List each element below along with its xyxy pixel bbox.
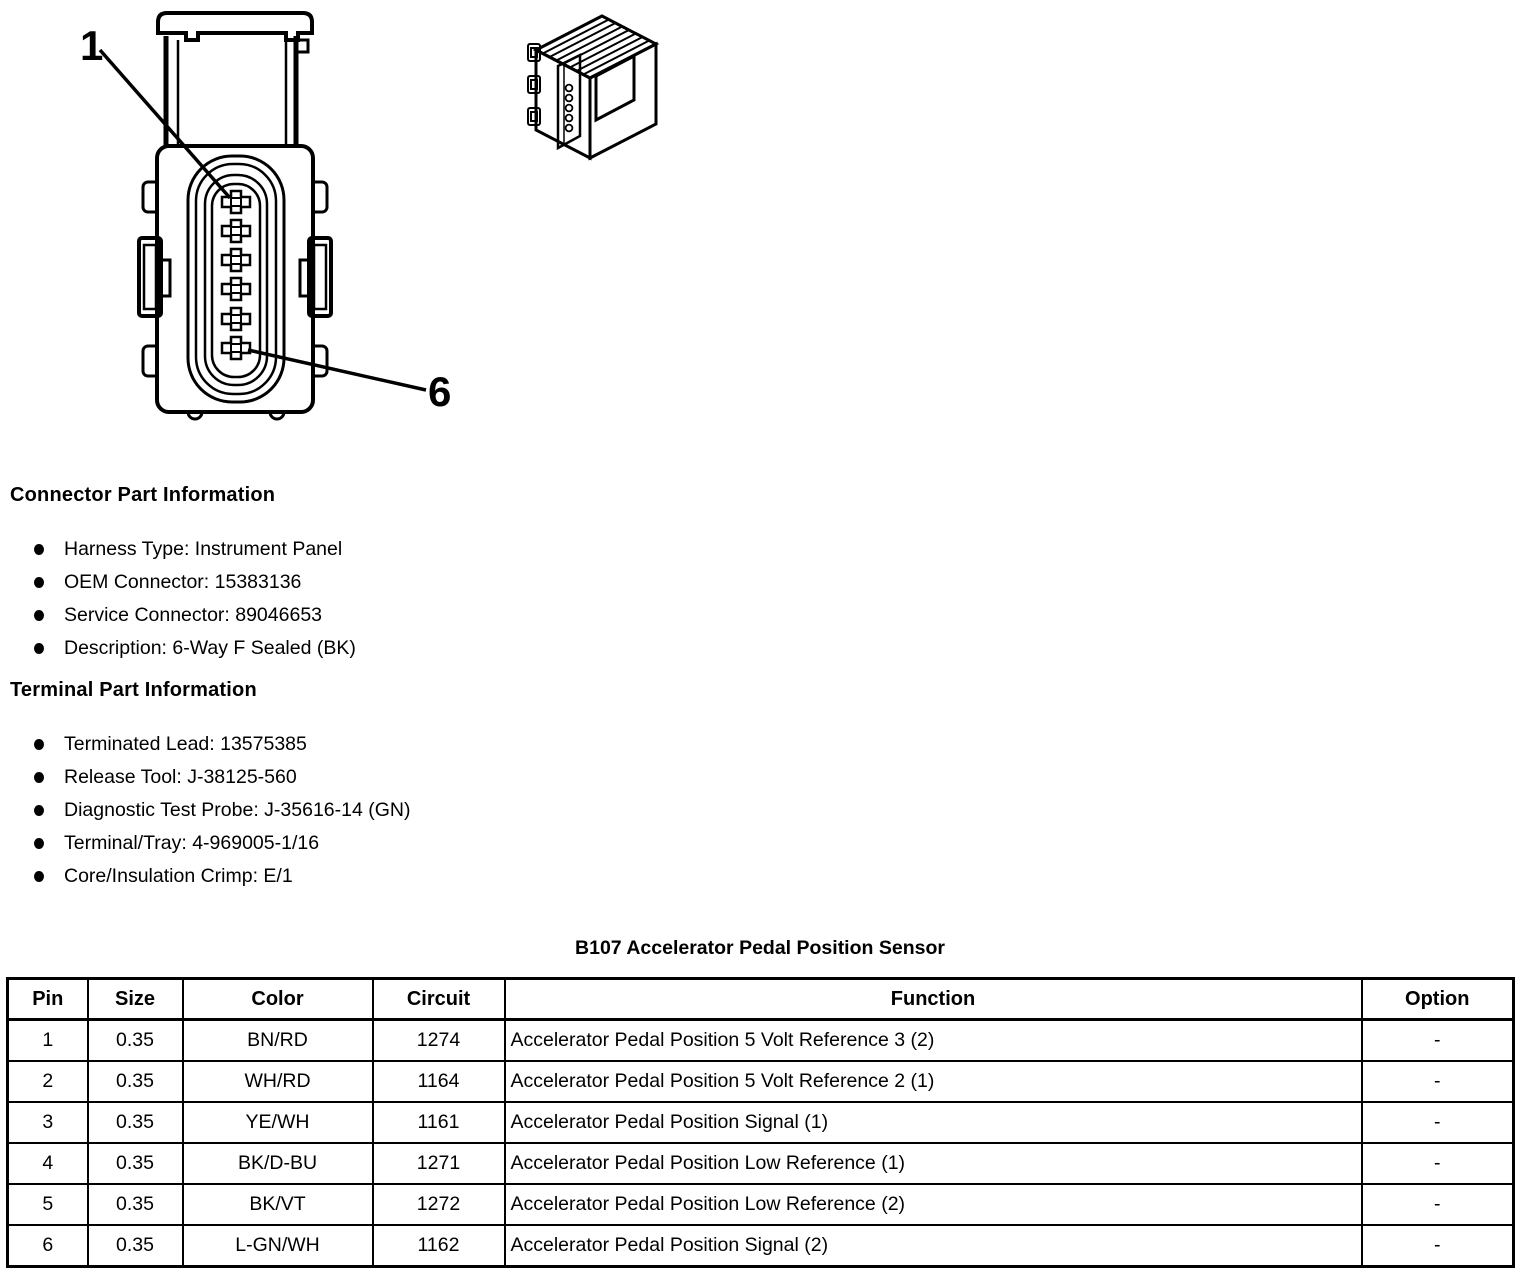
table-cell: 1271 [373,1143,505,1184]
table-cell: Accelerator Pedal Position Low Reference (1) [505,1143,1362,1184]
table-cell: 6 [8,1225,88,1267]
table-cell: 1 [8,1020,88,1062]
table-cell: 0.35 [88,1061,183,1102]
bullet-item [10,860,730,893]
table-cell: 1274 [373,1020,505,1062]
column-header-pin: Pin [8,979,88,1020]
terminal-part-info-list [10,728,730,893]
table-cell: 1164 [373,1061,505,1102]
table-title: B107 Accelerator Pedal Position Sensor [575,937,945,959]
table-cell: Accelerator Pedal Position Signal (1) [505,1102,1362,1143]
table-cell: - [1362,1184,1514,1225]
table-cell: L-GN/WH [183,1225,373,1267]
bullet-text: Harness Type: Instrument Panel [64,538,343,560]
table-cell: - [1362,1020,1514,1062]
table-cell: 1161 [373,1102,505,1143]
bullet-text: Terminal/Tray: 4-969005-1/16 [64,832,320,854]
column-header-color: Color [183,979,373,1020]
table-body [8,1020,1514,1267]
connector-iso-view [526,2,668,164]
bullet-item [10,599,730,632]
pin6-callout-label: 6 [428,368,452,415]
pin-table [6,977,1515,1268]
table-row [8,1020,1514,1062]
table-cell: Accelerator Pedal Position 5 Volt Reference 3 (2) [505,1020,1362,1062]
table-row [8,1184,1514,1225]
table-cell: Accelerator Pedal Position Signal (2) [505,1225,1362,1267]
bullet-item [10,632,730,665]
terminal-part-info-heading: Terminal Part Information [10,679,257,701]
bullet-text: OEM Connector: 15383136 [64,571,302,593]
table-cell: 0.35 [88,1020,183,1062]
table-cell: 0.35 [88,1225,183,1267]
table-row [8,1061,1514,1102]
table-cell: - [1362,1102,1514,1143]
table-cell: 1162 [373,1225,505,1267]
column-header-option: Option [1362,979,1514,1020]
bullet-item [10,761,730,794]
table-cell: Accelerator Pedal Position 5 Volt Reference 2 (1) [505,1061,1362,1102]
table-cell: - [1362,1061,1514,1102]
table-row [8,1143,1514,1184]
pin-table-container [6,977,1512,1268]
connector-iso-drawing [526,2,668,164]
bullet-text: Core/Insulation Crimp: E/1 [64,865,293,887]
bullet-item [10,566,730,599]
table-cell: WH/RD [183,1061,373,1102]
table-row [8,1102,1514,1143]
table-cell: YE/WH [183,1102,373,1143]
table-cell: BK/D-BU [183,1143,373,1184]
table-cell: 2 [8,1061,88,1102]
column-header-circuit: Circuit [373,979,505,1020]
part-information-sections [10,484,730,905]
table-cell: - [1362,1225,1514,1267]
column-header-function: Function [505,979,1362,1020]
table-cell: BK/VT [183,1184,373,1225]
connector-face-drawing [60,0,480,440]
table-cell: 0.35 [88,1102,183,1143]
bullet-item [10,794,730,827]
bullet-text: Description: 6-Way F Sealed (BK) [64,637,356,659]
table-row [8,1225,1514,1267]
connector-part-info-list [10,533,730,665]
bullet-item [10,827,730,860]
bullet-item [10,728,730,761]
table-cell: Accelerator Pedal Position Low Reference (2) [505,1184,1362,1225]
bullet-text: Terminated Lead: 13575385 [64,733,307,755]
table-header-row [8,979,1514,1020]
terminal-cavities [222,191,250,359]
bullet-text: Diagnostic Test Probe: J-35616-14 (GN) [64,799,411,821]
bullet-item [10,533,730,566]
bullet-text: Release Tool: J-38125-560 [64,766,297,788]
table-cell: 0.35 [88,1143,183,1184]
connector-face-diagram [60,0,480,440]
table-cell: 0.35 [88,1184,183,1225]
table-cell: 1272 [373,1184,505,1225]
table-cell: 3 [8,1102,88,1143]
column-header-size: Size [88,979,183,1020]
table-cell: 5 [8,1184,88,1225]
bullet-text: Service Connector: 89046653 [64,604,323,626]
table-cell: 4 [8,1143,88,1184]
pin1-callout-label: 1 [80,22,104,69]
table-cell: BN/RD [183,1020,373,1062]
connector-part-info-heading: Connector Part Information [10,484,276,506]
table-cell: - [1362,1143,1514,1184]
